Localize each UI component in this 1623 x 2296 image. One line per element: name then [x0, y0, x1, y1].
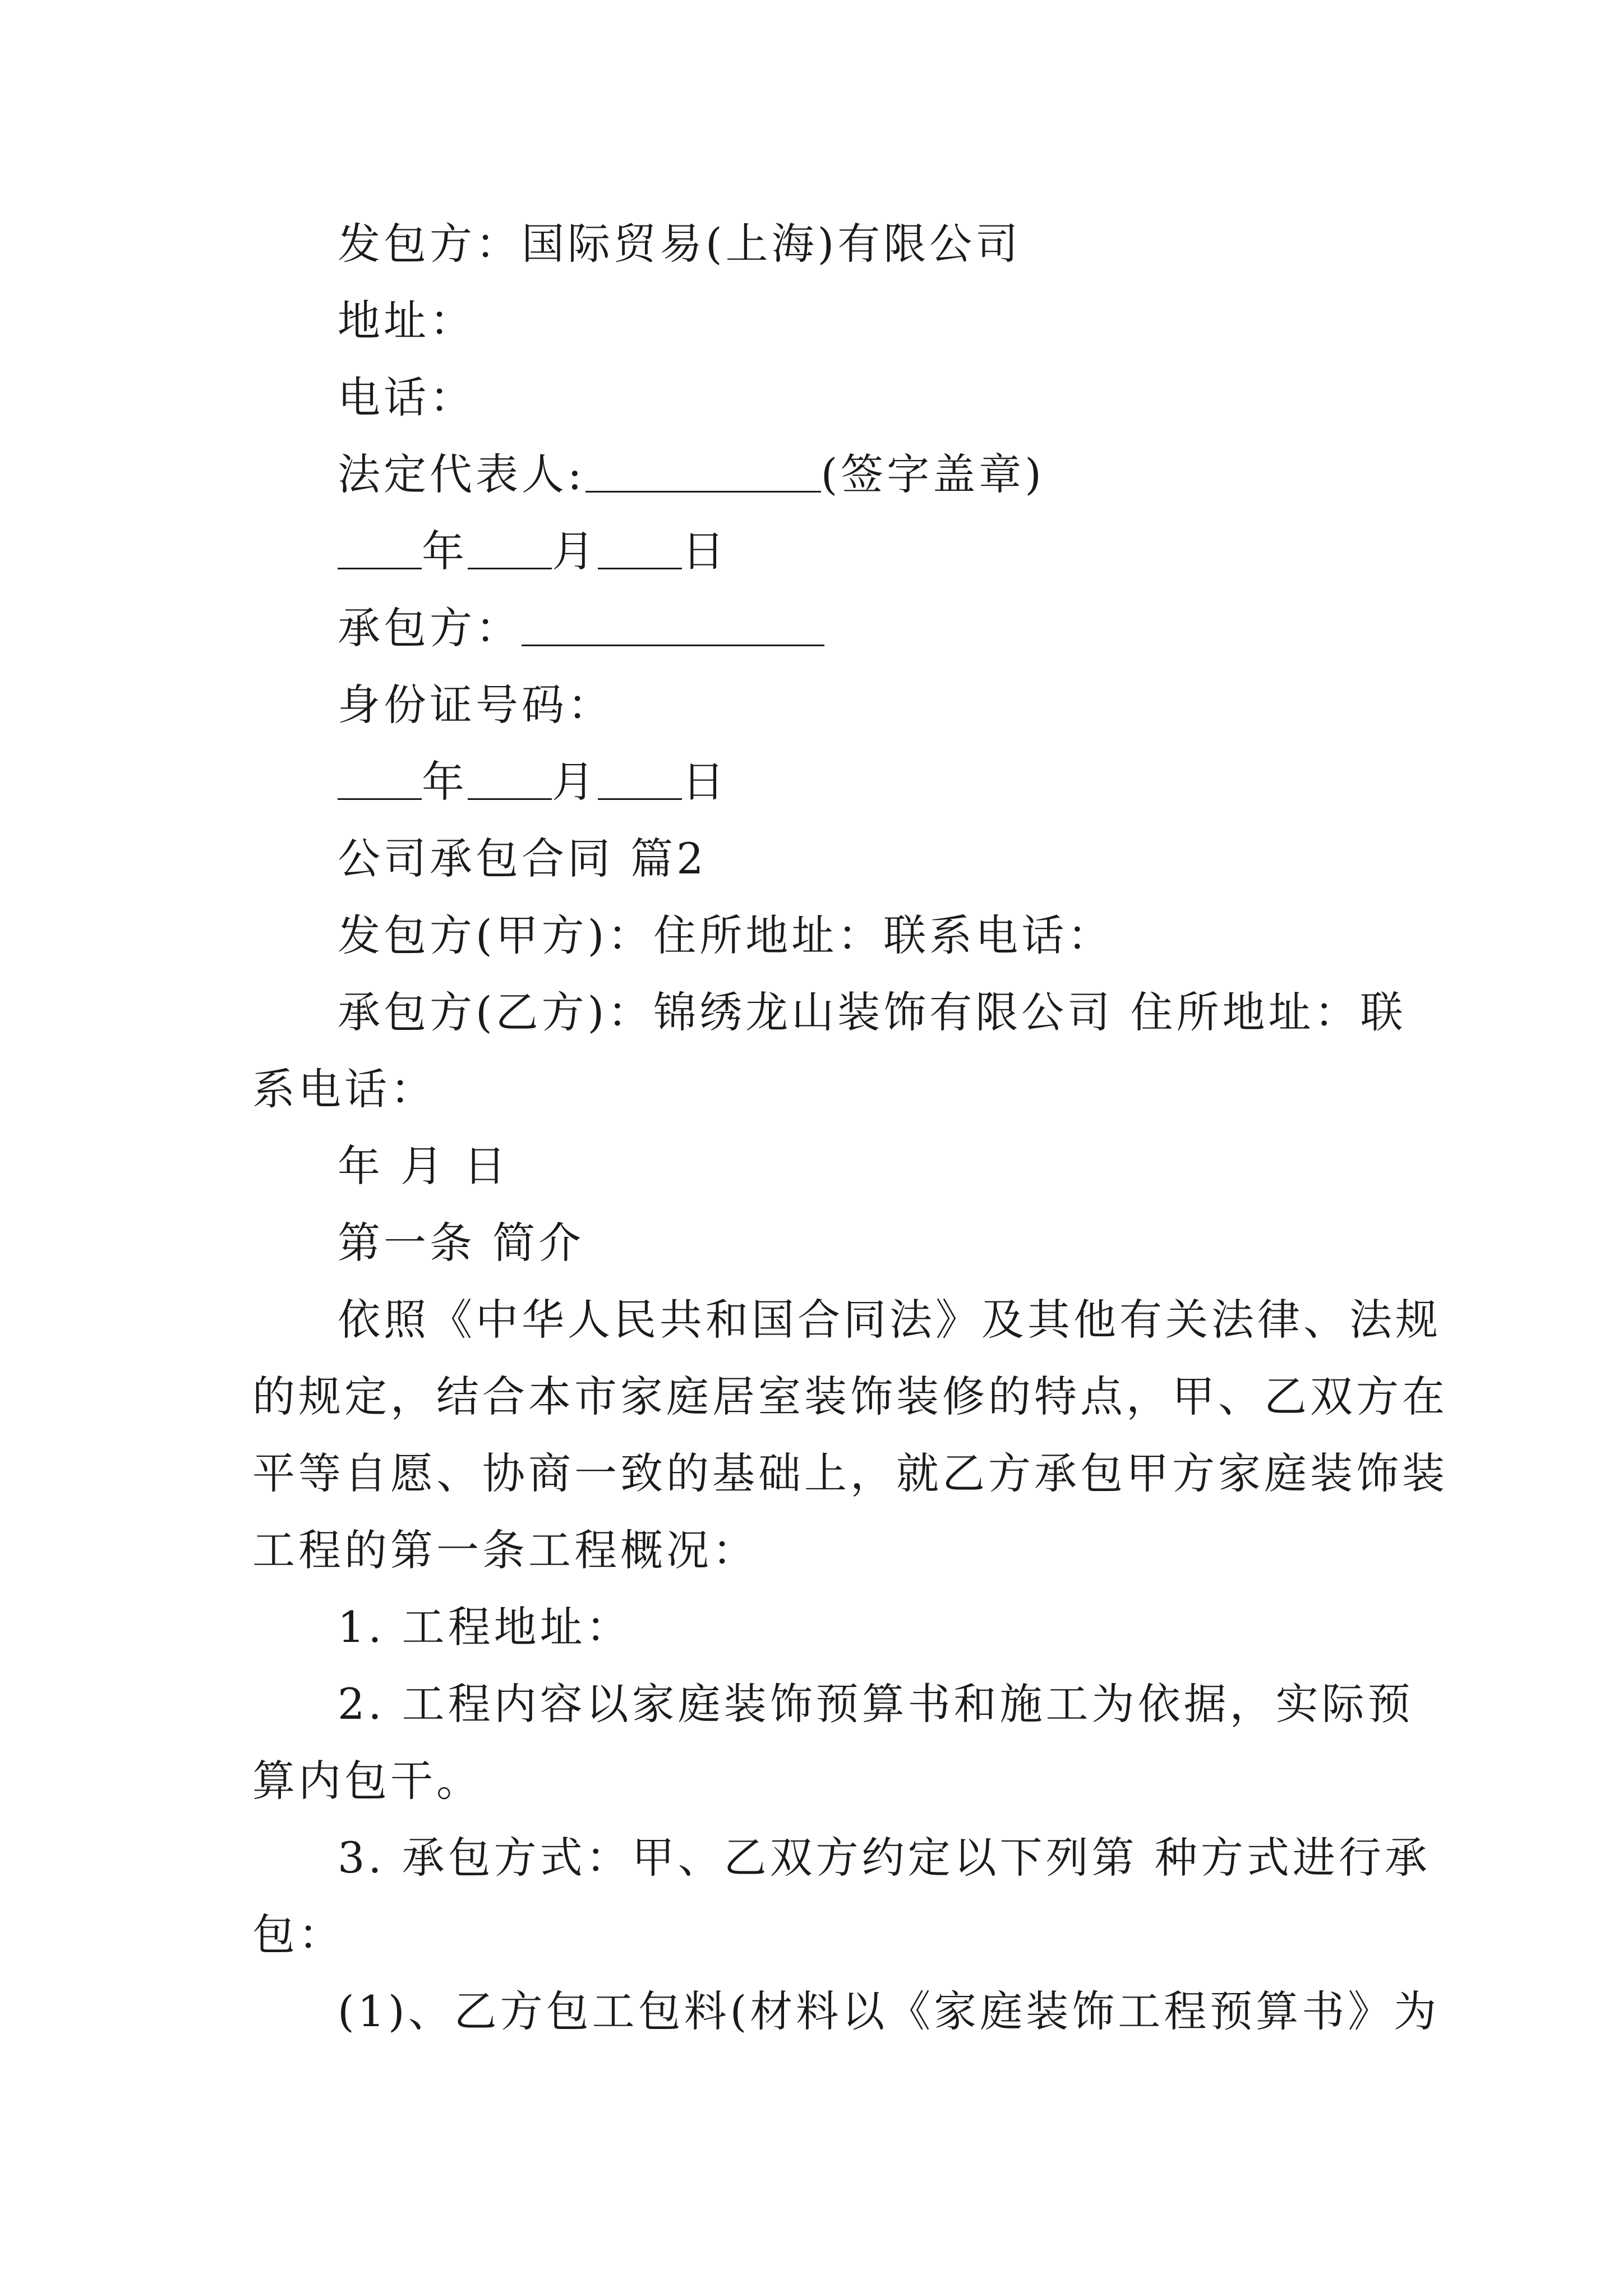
legal-rep-line: [338, 447, 1459, 503]
address-line: [338, 293, 1459, 349]
contractor-line: [338, 600, 1459, 656]
item-3-line: [338, 1830, 1459, 1886]
date-line-2: [338, 754, 1459, 810]
paragraph-text: 的规定，结合本市家庭居室装饰装修的特点，甲、乙双方在: [252, 1372, 1448, 1421]
item-3-text-cont: 包：: [252, 1910, 344, 1959]
party-a-line: [338, 908, 1459, 964]
paragraph-line: [338, 1292, 1459, 1348]
article-one-heading: [338, 1215, 1459, 1271]
month-label: 月: [552, 526, 598, 576]
seal-note: (签字盖章): [820, 449, 1045, 499]
date-line-3: [338, 1138, 1459, 1194]
item-1-text: 1. 工程地址：: [338, 1602, 632, 1652]
day-label: 日: [682, 526, 728, 576]
item-2-text-cont: 算内包干。: [252, 1756, 482, 1806]
article-one-title: 第一条 简介: [338, 1218, 585, 1268]
day-blank: [598, 528, 682, 569]
item-3-text: 3. 承包方式：甲、乙双方约定以下列第 种方式进行承: [338, 1833, 1431, 1883]
sub-item-1-line: [338, 1984, 1459, 2040]
signature-blank: [585, 452, 821, 493]
party-a-text: 发包方(甲方)：住所地址：联系电话：: [338, 910, 1114, 960]
contractor-label: 承包方：: [338, 603, 522, 653]
day-label: 日: [682, 757, 728, 807]
paragraph-line: [252, 1446, 1448, 1502]
month-blank: [468, 528, 552, 569]
item-3-line-cont: [252, 1907, 1374, 1963]
address-label: 地址：: [338, 296, 476, 346]
contractor-blank: [522, 605, 824, 646]
paragraph-line: [252, 1522, 1374, 1579]
year-label: 年: [422, 526, 468, 576]
phone-line: [338, 370, 1459, 426]
date-line-1: [338, 523, 1459, 579]
item-2-line: [338, 1676, 1459, 1732]
paragraph-text: 依照《中华人民共和国合同法》及其他有关法律、法规: [338, 1295, 1441, 1345]
phone-label: 电话：: [338, 372, 476, 422]
section-title: 公司承包合同 篇2: [338, 834, 707, 884]
year-blank: [338, 759, 422, 800]
id-number-label: 身份证号码：: [338, 680, 614, 730]
issuer-line: [338, 216, 1459, 272]
section-heading: [338, 831, 1459, 887]
item-2-line-cont: [252, 1753, 1374, 1809]
sub-item-1-text: (1)、乙方包工包料(材料以《家庭装饰工程预算书》为: [338, 1986, 1440, 2036]
issuer-text: 发包方：国际贸易(上海)有限公司: [338, 219, 1022, 269]
legal-rep-label: 法定代表人:: [338, 449, 585, 499]
date-text: 年 月 日: [338, 1141, 510, 1191]
year-label: 年: [422, 757, 468, 807]
day-blank: [598, 759, 682, 800]
item-1-line: [338, 1599, 1459, 1655]
paragraph-text: 工程的第一条工程概况：: [252, 1525, 758, 1575]
year-blank: [338, 528, 422, 569]
party-b-line-cont: [252, 1061, 1374, 1117]
party-b-text: 承包方(乙方)：锦绣龙山装饰有限公司 住所地址：联: [338, 987, 1407, 1037]
paragraph-line: [252, 1369, 1448, 1425]
item-2-text: 2. 工程内容以家庭装饰预算书和施工为依据，实际预: [338, 1679, 1414, 1729]
party-b-line: [338, 984, 1459, 1041]
id-number-line: [338, 677, 1459, 733]
party-b-text-cont: 系电话：: [252, 1064, 436, 1114]
month-label: 月: [552, 757, 598, 807]
month-blank: [468, 759, 552, 800]
paragraph-text: 平等自愿、协商一致的基础上，就乙方承包甲方家庭装饰装: [252, 1448, 1448, 1498]
